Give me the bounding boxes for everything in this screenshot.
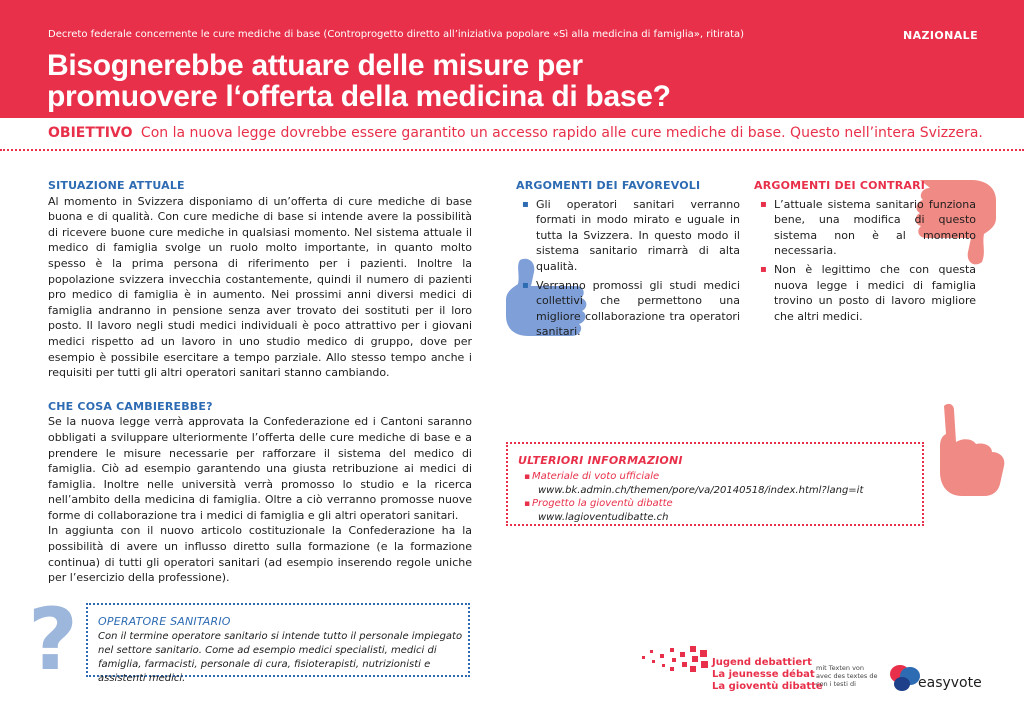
info-label bbox=[518, 470, 922, 484]
document-subtitle: Decreto federale concernente le cure mediche di base (Controprogetto diretto all’iniziativa popolare «Sì alla medicina di famiglia», ritirata) bbox=[48, 29, 745, 40]
info-heading: ULTERIORI INFORMAZIONI bbox=[518, 454, 683, 467]
bullet-icon: ▪ bbox=[760, 198, 767, 210]
info-label-text: Progetto la gioventù dibatte bbox=[532, 498, 673, 509]
objective-text: Con la nuova legge dovrebbe essere garantito un accesso rapido alle cure mediche di base. Questo nell’intera Svizzera. bbox=[140, 125, 983, 141]
changes-text-2: In aggiunta con il nuovo articolo costituzionale la Confederazione ha la possibilità di avere un influsso diretto sulla formazione (e la formazione continua) di tutti gli operatori sanitari (ad esempio inserendo regole uniche per l’esercizio della professione). bbox=[48, 524, 472, 585]
contra-item bbox=[754, 197, 976, 259]
bullet-icon: ▪ bbox=[524, 472, 531, 482]
pro-item-text: Gli operatori sanitari verranno formati in modo mirato e uguale in tutta la Svizzera. In questo modo il sistema sanitario rimarrà di alta qualità. bbox=[536, 197, 740, 273]
info-label bbox=[518, 497, 922, 511]
info-label-text: Materiale di voto ufficiale bbox=[532, 471, 660, 482]
changes-text-1: Se la nuova legge verrà approvata la Confederazione ed i Cantoni saranno obbligati a sviluppare ulteriormente l’offerta delle cure mediche di base e a prendere le misure necessarie per rafforzare il sistema del medico di famiglia. Ciò ad esempio garantendo una giusta retribuzione ai medici di famiglia. Inoltre nelle università verrà promosso lo studio e la ricerca nell’ambito della medicina di famiglia. Oltre a ciò verranno promosse nuove forme di collaborazione tra i medici di famiglia e gli altri operatori sanitari. bbox=[48, 415, 472, 522]
objective bbox=[48, 124, 983, 142]
contra-item-text: L’attuale sistema sanitario funziona bene, una modifica di questo sistema non è al momento necessaria. bbox=[774, 197, 976, 258]
dotted-divider bbox=[0, 149, 1024, 151]
bullet-icon: ▪ bbox=[522, 279, 529, 291]
page-title bbox=[47, 50, 671, 112]
logo-line: Jugend debattiert bbox=[712, 657, 812, 668]
pointing-hand-icon bbox=[934, 402, 1010, 498]
logo-line: La gioventù dibatte bbox=[712, 681, 823, 692]
info-link[interactable]: www.lagioventudibatte.ch bbox=[538, 512, 669, 523]
objective-label: OBIETTIVO bbox=[48, 125, 133, 141]
logo-line: La jeunesse débat bbox=[712, 669, 815, 680]
jugend-debattiert-label bbox=[712, 657, 823, 693]
situation-heading: SITUAZIONE ATTUALE bbox=[48, 179, 185, 192]
credits-line: mit Texten von bbox=[816, 664, 865, 672]
contra-item-text: Non è legittimo che con questa nuova legge i medici di famiglia trovino un posto di lavoro migliore che altri medici. bbox=[774, 262, 976, 323]
situation-text: Al momento in Svizzera disponiamo di un’offerta di cure mediche di base buona e di qualità. Con cure mediche di base si intende avere la possibilità di ricevere buone cure mediche in qualsiasi momento. Nel sistema attuale il medico di famiglia svolge un ruolo molto importante, in quanto molto spesso è la prima persona di riferimento per i pazienti. Inoltre la popolazione svizzera invecchia costantemente, quindi il numero di pazienti pro medico di famiglia è in aumento. Nei prossimi anni diversi medici di famiglia andranno in pensione senza aver trovato dei sostituti per il loro posto. Il lavoro negli studi medici individuali è poco attrattivo per i giovani medici rispetto ad un lavoro in uno studio medico di gruppo, dove per esempio è possibile esercitare a tempo parziale. Allo stesso tempo anche i requisiti per tutti gli altri operatori sanitari stanno cambiando. bbox=[48, 194, 472, 380]
further-info-box bbox=[506, 442, 924, 526]
easyvote-label: easyvote bbox=[918, 675, 982, 691]
definition-heading: OPERATORE SANITARIO bbox=[98, 615, 231, 628]
credits-text bbox=[816, 664, 877, 688]
info-link[interactable]: www.bk.admin.ch/themen/pore/va/20140518/index.html?lang=it bbox=[538, 485, 864, 496]
pro-item bbox=[516, 278, 740, 340]
bullet-icon: ▪ bbox=[522, 198, 529, 210]
left-column bbox=[48, 178, 472, 586]
easyvote-logo-icon bbox=[888, 662, 922, 694]
contra-heading: ARGOMENTI DEI CONTRARI bbox=[754, 179, 926, 192]
credits-line: avec des textes de bbox=[816, 672, 878, 680]
title-line-2: promuovere l‘offerta della medicina di base? bbox=[47, 80, 671, 113]
jugend-debattiert-logo-icon bbox=[640, 644, 710, 674]
bullet-icon: ▪ bbox=[760, 263, 767, 275]
credits-line: con i testi di bbox=[816, 680, 856, 688]
definition-box bbox=[86, 603, 470, 684]
header-banner bbox=[0, 0, 1024, 118]
pro-item-text: Verranno promossi gli studi medici collettivi che permettono una migliore collaborazione tra operatori sanitari. bbox=[536, 278, 740, 339]
title-line-1: Bisognerebbe attuare delle misure per bbox=[47, 49, 583, 82]
question-mark-icon: ? bbox=[28, 590, 78, 690]
pro-item bbox=[516, 197, 740, 275]
contra-arguments bbox=[754, 178, 976, 324]
scope-tag: NAZIONALE bbox=[903, 29, 978, 42]
bullet-icon: ▪ bbox=[524, 499, 531, 509]
changes-heading: CHE COSA CAMBIEREBBE? bbox=[48, 399, 213, 413]
pro-arguments bbox=[516, 178, 740, 340]
pro-heading: ARGOMENTI DEI FAVOREVOLI bbox=[516, 179, 701, 192]
contra-item bbox=[754, 262, 976, 324]
definition-text: Con il termine operatore sanitario si intende tutto il personale impiegato nel settore sanitario. Come ad esempio medici specialisti, medici di famiglia, farmacisti, personale di cura, fisioterapisti, nutrizionisti e assistenti medici. bbox=[98, 631, 463, 684]
